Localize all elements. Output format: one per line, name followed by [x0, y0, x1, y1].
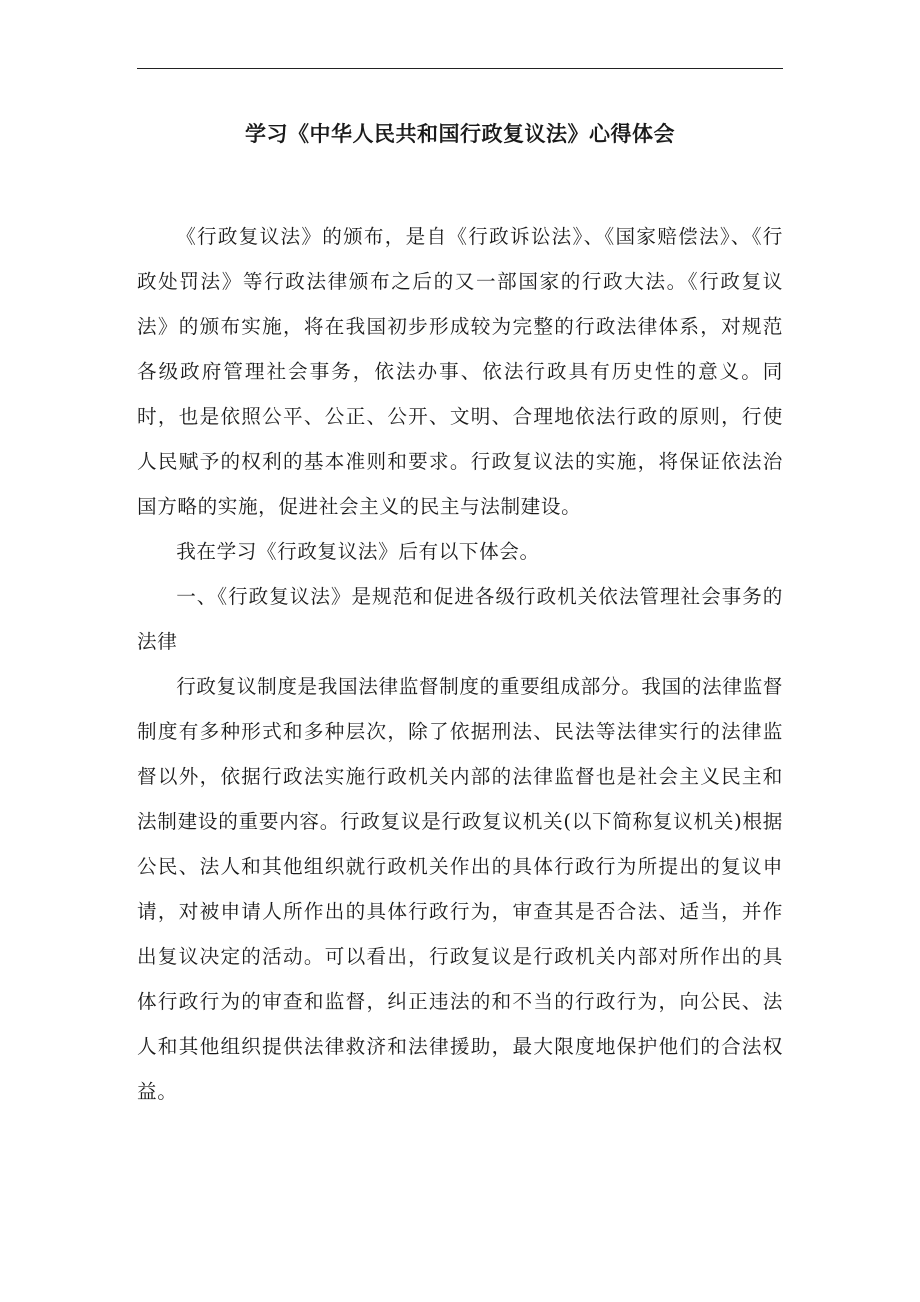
- paragraph-experience: 我在学习《行政复议法》后有以下体会。: [176, 540, 540, 563]
- paragraph-intro: 《行政复议法》的颁布，是自《行政诉讼法》、《国家赔偿法》、《行政处罚法》等行政法律颁布之后的又一部国家的行政大法。《行政复议法》的颁布实施，将在我国初步形成较为完整的行政法律体系，对规范各级政府管理社会事务，依法办事、依法行政具有历史性的意义。同时，也是依照公平、公正、公开、文明、合理地依法行政的原则，行使人民赋予的权利的基本准则和要求。行政复议法的实施，将保证依法治国方略的实施，促进社会主义的民主与法制建设。: [137, 225, 783, 518]
- document-body: [137, 214, 783, 1114]
- paragraph-review-system: 行政复议制度是我国法律监督制度的重要组成部分。我国的法律监督制度有多种形式和多种层次，除了依据刑法、民法等法律实行的法律监督以外，依据行政法实施行政机关内部的法律监督也是社会主义民主和法制建设的重要内容。行政复议是行政复议机关(以下简称复议机关)根据公民、法人和其他组织就行政机关作出的具体行政行为所提出的复议申请，对被申请人所作出的具体行政行为，审查其是否合法、适当，并作出复议决定的活动。可以看出，行政复议是行政机关内部对所作出的具体行政行为的审查和监督，纠正违法的和不当的行政行为，向公民、法人和其他组织提供法律救济和法律援助，最大限度地保护他们的合法权益。: [137, 675, 783, 1103]
- header-rule: [137, 68, 783, 69]
- section-heading-1: 一、《行政复议法》是规范和促进各级行政机关依法管理社会事务的法律: [137, 585, 783, 653]
- document-title: 学习《中华人民共和国行政复议法》心得体会: [245, 122, 675, 146]
